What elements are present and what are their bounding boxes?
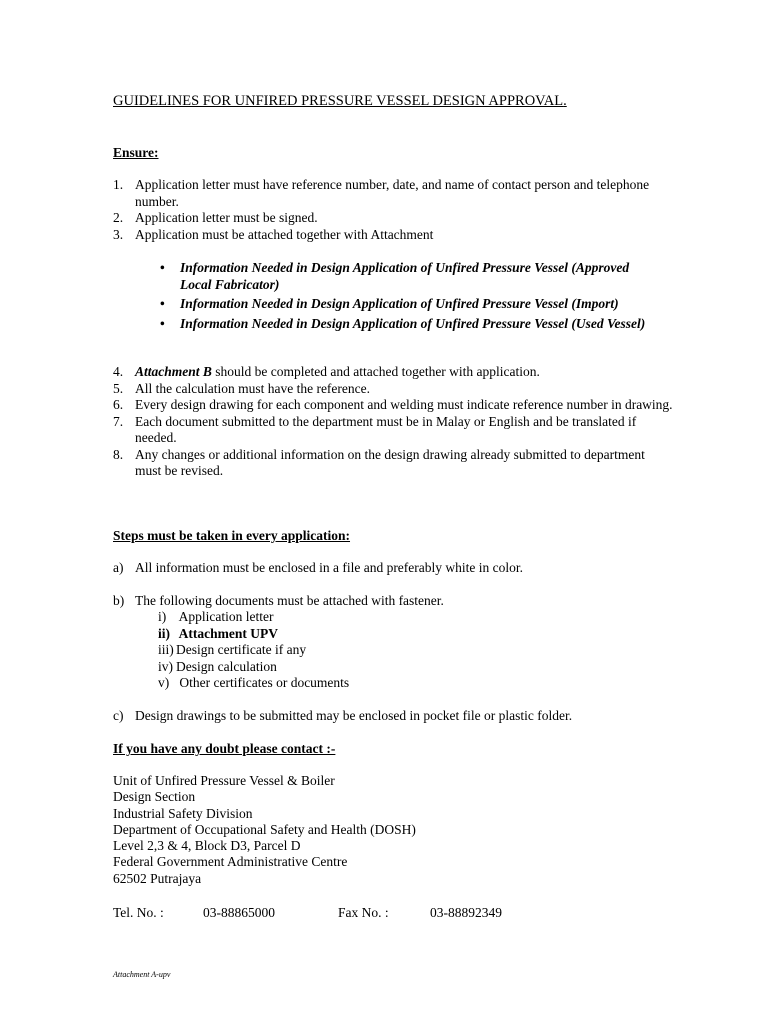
address-block [113, 773, 416, 887]
bullet-item [160, 316, 660, 333]
step-b [113, 593, 673, 610]
list-item [113, 227, 673, 244]
roman-numeral: iv) [158, 658, 173, 674]
item-number: 5. [113, 380, 124, 396]
bullet-text: Information Needed in Design Application of Unfired Pressure Vessel (Approved Local Fabricator) [180, 260, 630, 292]
address-line: Industrial Safety Division [113, 805, 253, 821]
bullet-text: Information Needed in Design Application of Unfired Pressure Vessel (Used Vessel) [180, 315, 646, 331]
step-c [113, 708, 673, 725]
step-text: All information must be enclosed in a file and preferably white in color. [135, 560, 524, 575]
item-number: 1. [113, 177, 124, 192]
document-text: Other certificates or documents [179, 675, 350, 690]
document-text: Design calculation [176, 658, 277, 674]
address-line: Level 2,3 & 4, Block D3, Parcel D [113, 838, 301, 854]
tel-value: 03-88865000 [203, 905, 275, 920]
contact-heading: If you have any doubt please contact :- [113, 741, 336, 756]
document-item [158, 609, 458, 626]
footer-attachment-label: Attachment A-upv [113, 970, 171, 979]
document-item [158, 626, 458, 643]
document-item [158, 659, 458, 676]
address-line: 62502 Putrajaya [113, 870, 202, 886]
list-item [113, 210, 673, 227]
item-text: Application letter must have reference number, date, and name of contact person and telephone number. [135, 177, 650, 209]
attachment-bullet-list [160, 260, 660, 335]
list-item [113, 364, 673, 381]
roman-numeral: iii) [158, 642, 174, 657]
item-text: All the calculation must have the reference. [135, 380, 371, 396]
item-number: 8. [113, 446, 124, 462]
item-text: Application letter must be signed. [135, 210, 318, 225]
documents-list [158, 609, 458, 692]
item-text: Each document submitted to the department must be in Malay or English and be translated if needed. [135, 413, 637, 445]
item-number: 3. [113, 226, 124, 242]
list-item [113, 414, 673, 447]
attachment-reference: Attachment B [135, 364, 212, 379]
item-text: Any changes or additional information on the design drawing already submitted to department must be revised. [135, 446, 645, 478]
bullet-icon: • [160, 296, 165, 311]
document-title [113, 93, 567, 110]
bullet-item [160, 296, 660, 313]
item-number: 6. [113, 397, 124, 412]
document-item [158, 675, 458, 692]
address-line: Design Section [113, 789, 196, 805]
address-line: Federal Government Administrative Centre [113, 854, 348, 870]
item-text: should be completed and attached together with application. [211, 364, 540, 379]
bullet-icon: • [160, 315, 165, 331]
step-text: The following documents must be attached with fastener. [135, 593, 444, 608]
title-text: GUIDELINES FOR UNFIRED PRESSURE VESSEL DESIGN APPROVAL [113, 93, 564, 109]
document-text: Design certificate if any [176, 642, 307, 657]
ensure-list-continued [113, 364, 673, 480]
list-item [113, 397, 673, 414]
title-period: . [563, 93, 567, 109]
step-a [113, 560, 673, 577]
list-item [113, 381, 673, 398]
bullet-item [160, 260, 660, 293]
document-text: Attachment UPV [178, 625, 278, 641]
fax-label: Fax No. : [338, 905, 389, 920]
item-number: 7. [113, 413, 124, 429]
item-text: Every design drawing for each component and welding must indicate reference number in drawing. [135, 397, 673, 412]
address-line: Unit of Unfired Pressure Vessel & Boiler [113, 773, 335, 788]
roman-numeral: i) [158, 609, 167, 624]
ensure-list [113, 177, 673, 243]
step-letter: c) [113, 708, 124, 723]
document-item [158, 642, 458, 659]
document-text: Application letter [178, 609, 274, 624]
list-item [113, 447, 673, 480]
address-line: Department of Occupational Safety and Health (DOSH) [113, 821, 416, 837]
roman-numeral: ii) [158, 625, 170, 641]
ensure-heading: Ensure: [113, 145, 159, 160]
steps-heading: Steps must be taken in every application: [113, 528, 351, 543]
bullet-text: Information Needed in Design Application of Unfired Pressure Vessel (Import) [180, 296, 619, 311]
fax-value: 03-88892349 [430, 905, 502, 920]
tel-label: Tel. No. : [113, 905, 164, 920]
item-number: 4. [113, 364, 124, 379]
list-item [113, 177, 673, 210]
step-letter: a) [113, 560, 124, 575]
step-letter: b) [113, 593, 125, 608]
bullet-icon: • [160, 260, 165, 275]
roman-numeral: v) [158, 675, 170, 690]
item-number: 2. [113, 210, 124, 225]
item-text: Application must be attached together with Attachment [135, 226, 434, 242]
step-text: Design drawings to be submitted may be enclosed in pocket file or plastic folder. [135, 708, 573, 723]
